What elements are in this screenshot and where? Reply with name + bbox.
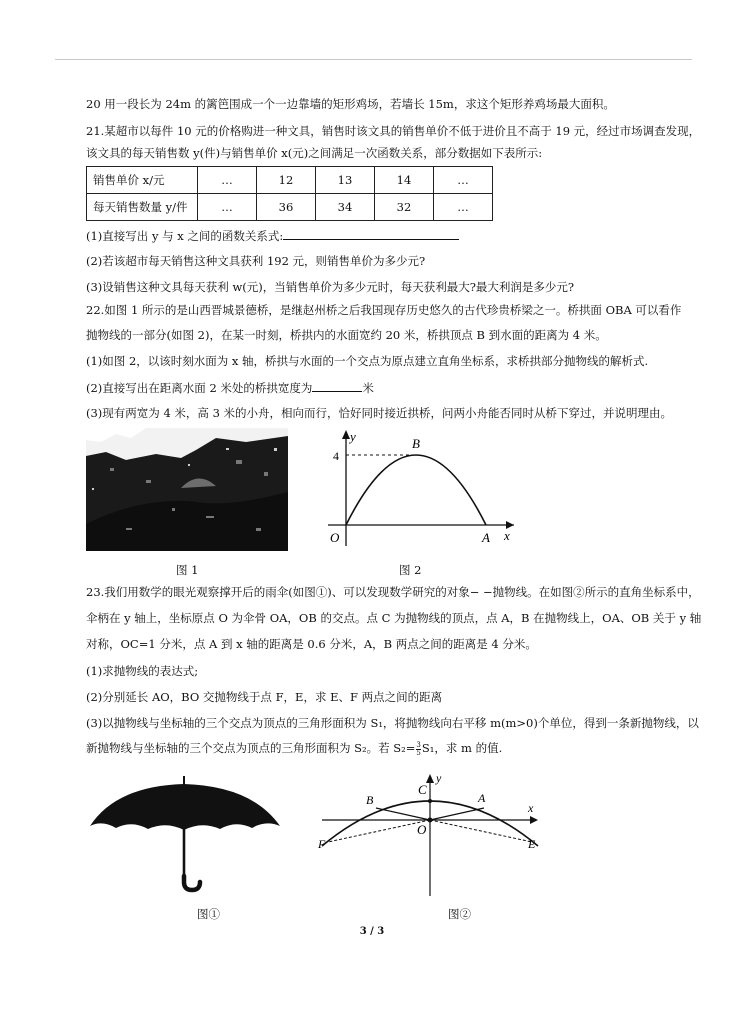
question-21-stem-2: 该文具的每天销售数 y(件)与销售单价 x(元)之间满足一次函数关系，部分数据如下表所示: (86, 146, 543, 160)
table-cell: 34 (316, 194, 375, 221)
question-23-stem-3: 对称，OC=1 分米，点 A 到 x 轴的距离是 0.6 分米，A，B 两点之间的距离是 4 分米。 (86, 637, 537, 651)
figure-2-caption: 图 2 (399, 563, 422, 577)
question-21-stem-1: 21.某超市以每件 10 元的价格购进一种文具，销售时该文具的销售单价不低于进价且不高于 19 元，经过市场调查发现， (86, 124, 701, 138)
fraction-three-fifths (416, 742, 420, 757)
arch-parabola-curve (346, 455, 486, 525)
point-a-label: A (482, 530, 490, 545)
fraction-denominator: 5 (416, 748, 421, 757)
umbrella-illustration (86, 774, 286, 899)
x-axis-label: x (528, 801, 534, 815)
question-23-stem-1: 23.我们用数学的眼光观察撑开后的雨伞(如图①)、可以发现数学研究的对象− −抛物线。在如图②所示的直角坐标系中， (86, 585, 700, 599)
rib-ob (376, 808, 430, 820)
origin-label: O (330, 530, 340, 545)
table-cell: 销售单价 x/元 (87, 167, 198, 194)
figure-coordinate-caption: 图② (448, 907, 471, 921)
answer-blank (312, 380, 362, 392)
origin-point (428, 818, 433, 823)
table-cell: 36 (257, 194, 316, 221)
question-23-part-3-line-1: (3)以抛物线与坐标轴的三个交点为顶点的三角形面积为 S₁，将抛物线向右平移 m(m>0)个单位，得到一条新抛物线，以 (86, 716, 699, 730)
question-23-stem-2: 伞柄在 y 轴上，坐标原点 O 为伞骨 OA，OB 的交点。点 C 为抛物线的顶点，点 A，B 在抛物线上，OA、OB 关于 y 轴 (86, 611, 702, 625)
rib-oa (430, 808, 484, 820)
table-cell: … (198, 167, 257, 194)
header-rule (55, 59, 692, 60)
umbrella-handle (184, 876, 200, 890)
bridge-photo (86, 428, 288, 551)
table-cell: … (434, 167, 493, 194)
table-row (87, 167, 493, 194)
point-b-label: B (366, 793, 374, 807)
table-cell: 每天销售数量 y/件 (87, 194, 198, 221)
question-21-part-1 (86, 228, 459, 243)
y-axis-label: y (436, 772, 442, 785)
question-22-stem-1: 22.如图 1 所示的是山西晋城景德桥，是继赵州桥之后我国现存历史悠久的古代珍贵桥梁之一。桥拱面 OBA 可以看作 (86, 303, 682, 317)
point-c-label: C (418, 782, 427, 797)
question-23-part-2: (2)分别延长 AO，BO 交抛物线于点 F，E，求 E、F 两点之间的距离 (86, 690, 443, 704)
question-23-part-3-text-a: 新抛物线与坐标轴的三个交点为顶点的三角形面积为 S₂。若 S₂= (86, 741, 416, 755)
table-cell: 32 (375, 194, 434, 221)
origin-label: O (417, 822, 427, 837)
point-a-label: A (478, 791, 486, 805)
question-22-part-3: (3)现有两宽为 4 米，高 3 米的小舟，相向而行，恰好同时接近拱桥，问两小舟能否同时从桥下穿过，并说明理由。 (86, 406, 673, 420)
question-23-part-3-line-2 (86, 741, 502, 757)
extension-of (328, 820, 430, 842)
table-cell: 12 (257, 167, 316, 194)
extension-oe (430, 820, 532, 842)
question-21-part-3: (3)设销售这种文具每天获利 w(元)，当销售单价为多少元时，每天获利最大?最大利润是多少元? (86, 280, 575, 294)
table-cell: … (198, 194, 257, 221)
table-cell: 13 (316, 167, 375, 194)
y-axis-arrow-icon (342, 430, 350, 439)
umbrella-canopy (90, 784, 280, 830)
question-21-part-1-text: (1)直接写出 y 与 x 之间的函数关系式: (86, 229, 284, 243)
height-tick-label: 4 (333, 449, 339, 463)
question-22-part-2-unit: 米 (362, 381, 374, 395)
question-22-part-2 (86, 380, 374, 395)
x-axis-label: x (504, 528, 510, 543)
table-row (87, 194, 493, 221)
question-22-stem-2: 抛物线的一部分(如图 2)，在某一时刻，桥拱内的水面宽约 20 米，桥拱顶点 B 到水面的距离为 4 米。 (86, 328, 607, 342)
figure-umbrella-caption: 图① (197, 907, 220, 921)
question-22-part-2-text: (2)直接写出在距离水面 2 米处的桥拱宽度为 (86, 381, 313, 395)
question-22-part-1: (1)如图 2，以该时刻水面为 x 轴，桥拱与水面的一个交点为原点建立直角坐标系，求桥拱部分抛物线的解析式. (86, 354, 649, 368)
question-23-part-3-text-b: S₁，求 m 的值. (421, 741, 503, 755)
question-23-part-1: (1)求抛物线的表达式; (86, 664, 199, 678)
question-21-part-2: (2)若该超市每天销售这种文具获利 192 元，则销售单价为多少元? (86, 254, 426, 268)
question-20: 20 用一段长为 24m 的篱笆围成一个一边靠墙的矩形鸡场，若墙长 15m，求这个矩形养鸡场最大面积。 (86, 97, 615, 111)
sales-data-table (86, 166, 493, 221)
page-number: 3 / 3 (359, 926, 385, 937)
x-axis-arrow-icon (530, 816, 538, 824)
point-e-label: E (528, 837, 536, 851)
point-b-label: B (412, 436, 420, 451)
table-cell: … (434, 194, 493, 221)
vertex-point (428, 799, 432, 803)
umbrella-coordinate-diagram (314, 772, 550, 900)
table-cell: 14 (375, 167, 434, 194)
figure-1-caption: 图 1 (176, 563, 199, 577)
arch-parabola-diagram (318, 426, 518, 556)
y-axis-label: y (350, 429, 356, 444)
point-f-label: F (318, 837, 326, 851)
fraction-numerator: 3 (416, 740, 421, 749)
answer-blank (283, 228, 459, 240)
y-axis-arrow-icon (426, 774, 434, 783)
